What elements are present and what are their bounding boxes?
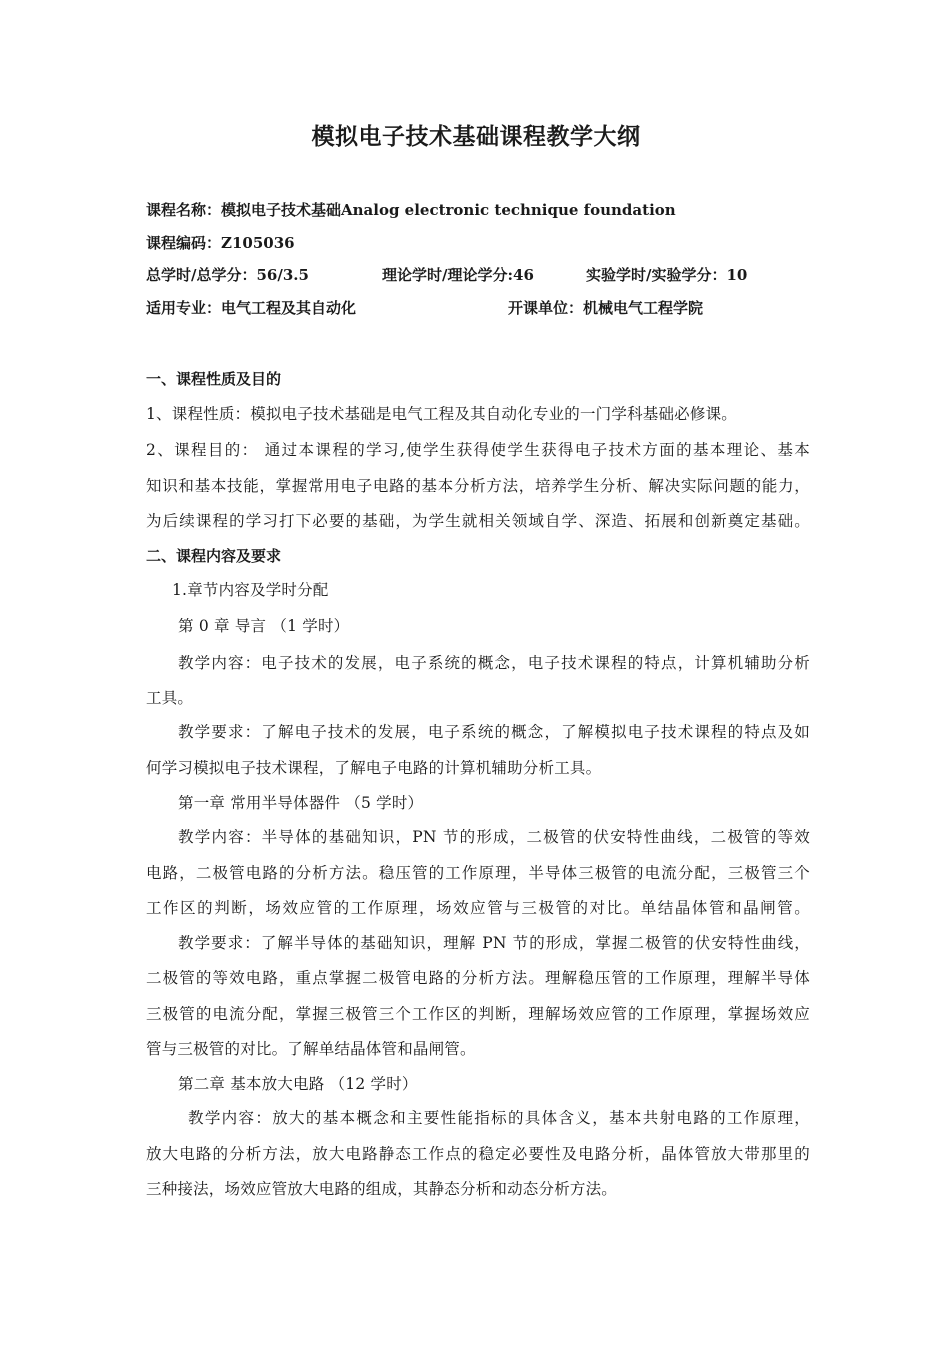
- hours-total: 总学时/总学分：56/3.5: [146, 266, 309, 284]
- chapter-1-content-line-3: 工作区的判断，场效应管的工作原理，场效应管与三极管的对比。单结晶体管和晶闸管。: [146, 899, 810, 917]
- course-hours: [146, 264, 747, 285]
- chapter-0-content-line-2: 工具。: [146, 689, 194, 707]
- section-heading-content: 二、课程内容及要求: [146, 547, 282, 565]
- hours-theory: 理论学时/理论学分:46: [382, 266, 534, 284]
- chapter-0-content-line-1: 教学内容：电子技术的发展，电子系统的概念，电子技术课程的特点，计算机辅助分析: [178, 654, 810, 672]
- section-heading-nature: 一、课程性质及目的: [146, 370, 282, 388]
- applicable-major: 适用专业：电气工程及其自动化: [146, 299, 357, 317]
- chapter-0-req-line-2: 何学习模拟电子技术课程，了解电子电路的计算机辅助分析工具。: [146, 759, 602, 777]
- chapter-1-req-line-2: 二极管的等效电路，重点掌握二极管电路的分析方法。理解稳压管的工作原理，理解半导体: [146, 969, 810, 987]
- chapter-1-req-line-1: 教学要求：了解半导体的基础知识，理解 PN 节的形成，掌握二极管的伏安特性曲线，: [178, 934, 810, 952]
- chapter-1-content-line-1: 教学内容：半导体的基础知识，PN 节的形成，二极管的伏安特性曲线，二极管的等效: [178, 828, 810, 846]
- chapter-1-req-line-3: 三极管的电流分配，掌握三极管三个工作区的判断，理解场效应管的工作原理，掌握场效应: [146, 1005, 810, 1023]
- course-purpose-line-1: 2、课程目的： 通过本课程的学习,使学生获得使学生获得电子技术方面的基本理论、基本: [146, 441, 810, 459]
- offering-department: 开课单位：机械电气工程学院: [508, 299, 704, 317]
- chapter-1-req-line-4: 管与三极管的对比。了解单结晶体管和晶闸管。: [146, 1040, 476, 1058]
- chapter-0-title: 第 0 章 导言 （1 学时）: [178, 617, 350, 635]
- course-purpose-line-3: 为后续课程的学习打下必要的基础，为学生就相关领域自学、深造、拓展和创新奠定基础。: [146, 512, 810, 530]
- course-name: 课程名称：模拟电子技术基础Analog electronic technique foundation: [146, 201, 676, 219]
- course-major-department: [146, 297, 703, 318]
- course-purpose-line-2: 知识和基本技能，掌握常用电子电路的基本分析方法，培养学生分析、解决实际问题的能力，: [146, 477, 810, 495]
- subsection-chapters: 1.章节内容及学时分配: [172, 581, 329, 599]
- chapter-2-content-line-2: 放大电路的分析方法，放大电路静态工作点的稳定必要性及电路分析，晶体管放大带那里的: [146, 1145, 810, 1163]
- chapter-2-title: 第二章 基本放大电路 （12 学时）: [178, 1075, 418, 1093]
- chapter-2-content-line-3: 三种接法，场效应管放大电路的组成，其静态分析和动态分析方法。: [146, 1180, 618, 1198]
- chapter-1-title: 第一章 常用半导体器件 （5 学时）: [178, 794, 424, 812]
- chapter-2-content-line-1: 教学内容：放大的基本概念和主要性能指标的具体含义，基本共射电路的工作原理，: [188, 1109, 810, 1127]
- course-nature: 1、课程性质：模拟电子技术基础是电气工程及其自动化专业的一门学科基础必修课。: [146, 405, 737, 423]
- chapter-1-content-line-2: 电路，二极管电路的分析方法。稳压管的工作原理，半导体三极管的电流分配，三极管三个: [146, 864, 810, 882]
- hours-lab: 实验学时/实验学分：10: [586, 266, 748, 284]
- document-title: 模拟电子技术基础课程教学大纲: [311, 123, 641, 150]
- course-code: 课程编码：Z105036: [146, 234, 295, 252]
- chapter-0-req-line-1: 教学要求：了解电子技术的发展，电子系统的概念，了解模拟电子技术课程的特点及如: [178, 723, 810, 741]
